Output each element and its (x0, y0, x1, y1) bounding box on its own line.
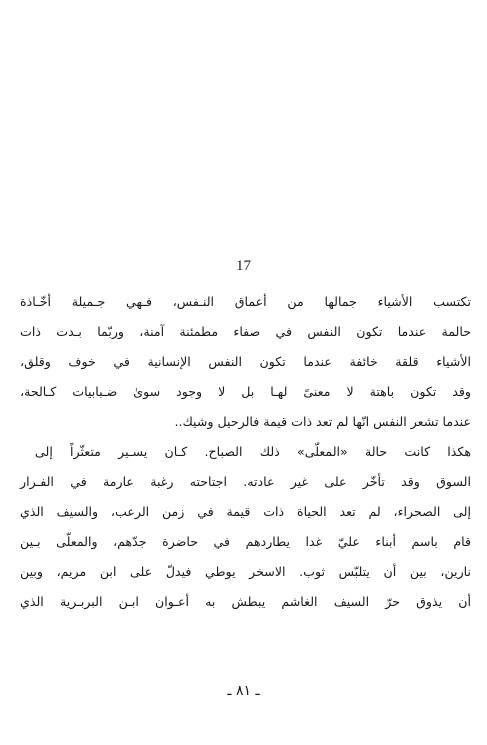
text-line: وقد تكون باهتة لا معنىً لهـا بل لا وجود سوىٰ ضـبابيات كـالحة، (20, 384, 471, 399)
section-number: 17 (236, 258, 251, 274)
text-line: السوق وقد تأخّر على غير عادته. اجتاحته رغبة عارمة في الفـرار (20, 474, 471, 489)
text-line: الأشياء قلقة خائفة عندما تكون النفس الإنسانية في خوف وقلق، (20, 354, 471, 369)
text-line: عندما تشعر النفس انّها لم تعد ذات قيمة فالرحيل وشيك.. (174, 414, 471, 429)
text-line: نارين، بين أن يتلبّس ثوب. الاسخر يوطي فيدلّ على ابن مريم، وبين (20, 564, 471, 579)
text-line: قام باسم أبناء عليّ غدا يطاردهم في حاضرة جدّهم، والمعلّى بـين (20, 534, 471, 549)
text-line: حالمة عندما تكون النفس في صفاء مطمئنة آمنة، وربّما بـدت ذات (20, 324, 471, 339)
text-line: هكذا كانت حالة «المعلّى» ذلك الصباح. كـان يسـير متعثّراً إلى (35, 444, 471, 459)
text-line: أن يذوق حرّ السيف الغاشم يبطش به أعـوان ابـن البربـرية الذي (20, 594, 471, 609)
page-number: ـ ٨١ ـ (227, 683, 260, 699)
text-line: تكتسب الأشياء جمالها من أعماق النـفس، فـهي جـميلة أخّـاذة (20, 294, 471, 309)
text-line: إلى الصحراء، لم تعد الحياة ذات قيمة في زمن الرعب، والسيف الذي (20, 504, 471, 519)
